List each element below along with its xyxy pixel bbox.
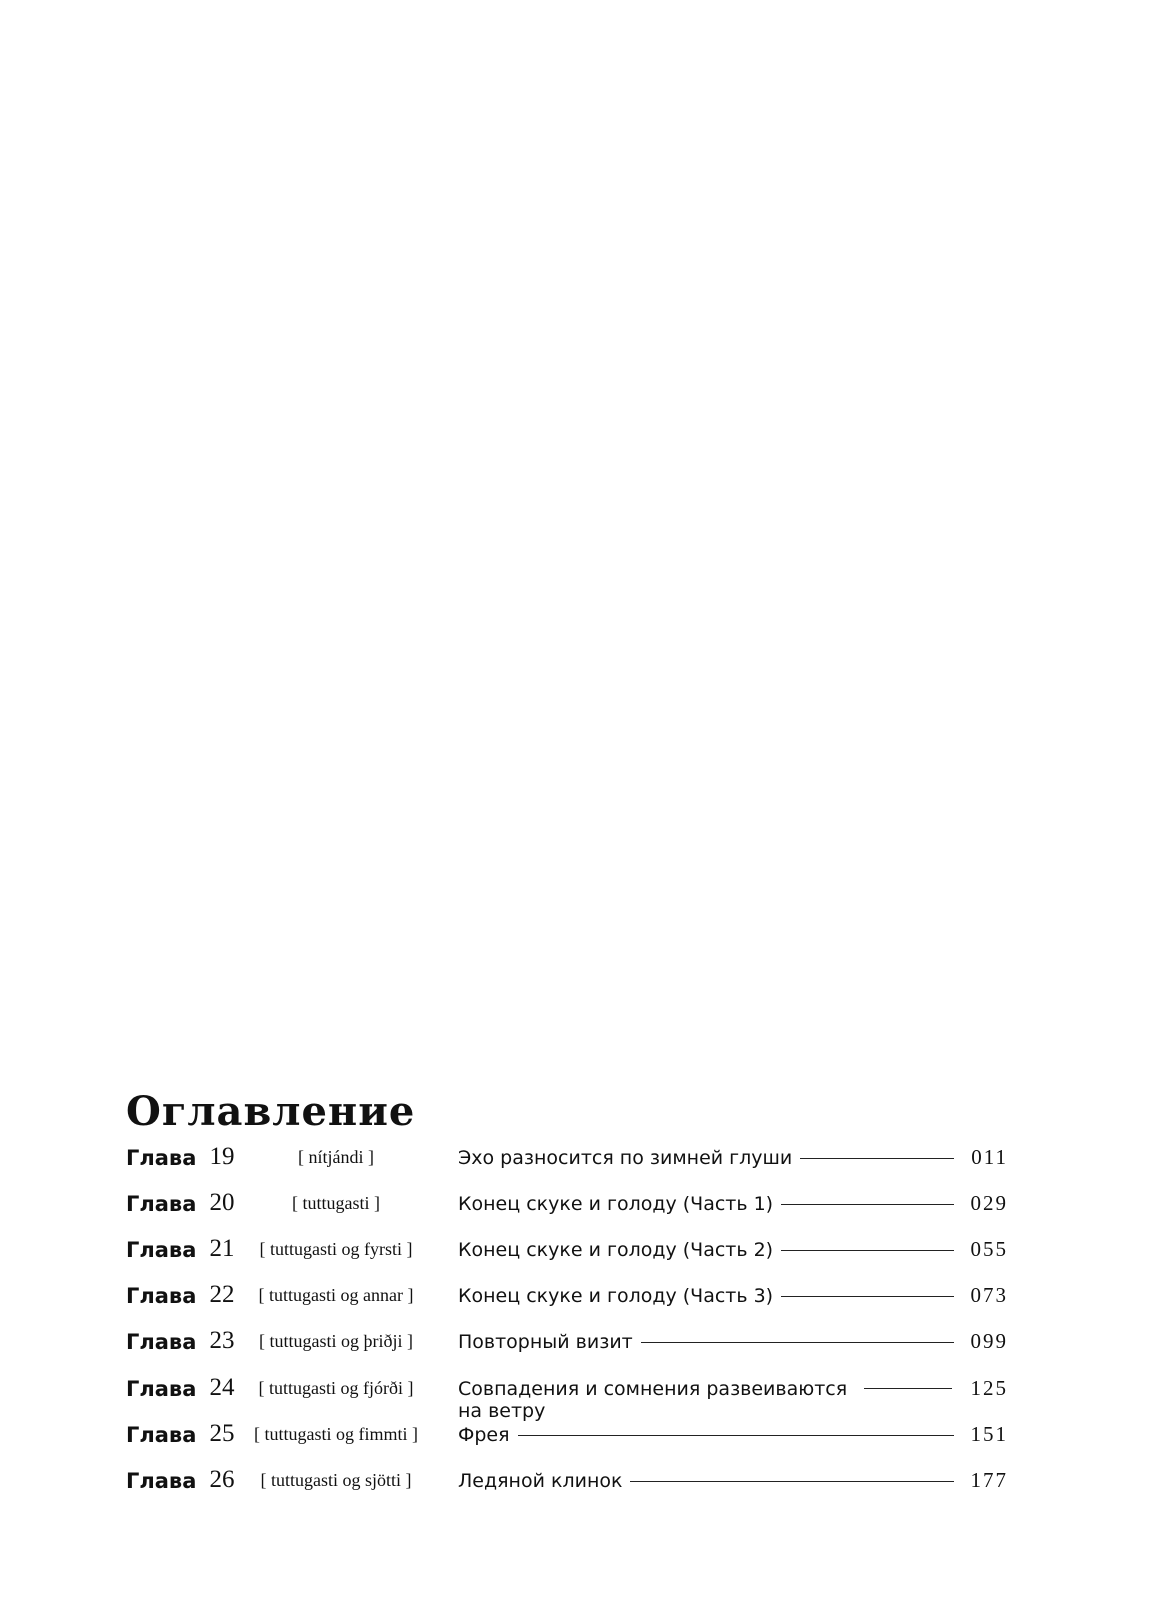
chapter-number: 25 — [209, 1420, 235, 1447]
chapter-title — [458, 1147, 954, 1169]
leader-line — [781, 1250, 954, 1251]
leader-line — [781, 1204, 954, 1205]
page-number: 177 — [970, 1468, 1008, 1492]
chapter-title-text: Ледяной клинок — [458, 1470, 623, 1492]
page-number: 055 — [970, 1237, 1008, 1261]
chapter-subtitle: [ tuttugasti og fimmti ] — [254, 1424, 418, 1444]
chapter-title-text: Совпадения и сомнения развеиваются на ветру — [458, 1378, 848, 1422]
chapter-number: 26 — [209, 1466, 235, 1493]
leader-line — [864, 1388, 952, 1389]
chapter-title-text: Конец скуке и голоду (Часть 2) — [458, 1239, 774, 1261]
chapter-subtitle: [ tuttugasti og fjórði ] — [258, 1378, 414, 1398]
page-number: 125 — [970, 1376, 1008, 1400]
toc-row[interactable] — [126, 1468, 1026, 1508]
leader-line — [641, 1342, 954, 1343]
chapter-subtitle: [ tuttugasti ] — [292, 1193, 380, 1213]
toc-row[interactable] — [126, 1237, 1026, 1277]
toc-title: Оглавление — [126, 1088, 416, 1135]
page-number: 073 — [970, 1283, 1008, 1307]
toc-row[interactable] — [126, 1329, 1026, 1369]
chapter-title — [458, 1331, 954, 1353]
chapter-title-text: Эхо разносится по зимней глуши — [458, 1147, 793, 1169]
page-number: 011 — [971, 1145, 1008, 1169]
page-number: 099 — [970, 1329, 1008, 1353]
leader-line — [800, 1158, 954, 1159]
chapter-word: Глава — [126, 1284, 197, 1308]
page-number: 029 — [970, 1191, 1008, 1215]
chapter-subtitle: [ tuttugasti og fyrsti ] — [259, 1239, 413, 1259]
toc-row[interactable] — [126, 1283, 1026, 1323]
chapter-title-text: Конец скуке и голоду (Часть 3) — [458, 1285, 774, 1307]
chapter-title — [458, 1239, 954, 1261]
chapter-subtitle: [ tuttugasti og sjötti ] — [260, 1470, 412, 1490]
toc-row[interactable] — [126, 1422, 1026, 1462]
leader-line — [630, 1481, 954, 1482]
chapter-title — [458, 1470, 954, 1492]
page-number: 151 — [970, 1422, 1008, 1446]
chapter-title — [458, 1193, 954, 1215]
chapter-word: Глава — [126, 1423, 197, 1447]
chapter-title-text: Повторный визит — [458, 1331, 633, 1353]
chapter-title — [458, 1285, 954, 1307]
chapter-number: 21 — [209, 1235, 235, 1262]
chapter-number: 23 — [209, 1327, 235, 1354]
chapter-word: Глава — [126, 1330, 197, 1354]
chapter-subtitle: [ tuttugasti og þriðji ] — [259, 1331, 413, 1351]
chapter-word: Глава — [126, 1238, 197, 1262]
chapter-word: Глава — [126, 1192, 197, 1216]
chapter-title — [458, 1378, 868, 1422]
chapter-word: Глава — [126, 1146, 197, 1170]
toc-row[interactable] — [126, 1145, 1026, 1185]
chapter-subtitle: [ nítjándi ] — [298, 1147, 374, 1167]
leader-line — [781, 1296, 954, 1297]
leader-line — [518, 1435, 954, 1436]
chapter-subtitle: [ tuttugasti og annar ] — [258, 1285, 414, 1305]
chapter-number: 24 — [209, 1374, 235, 1401]
chapter-number: 22 — [209, 1281, 235, 1308]
chapter-title-text: Фрея — [458, 1424, 510, 1446]
chapter-title-text: Конец скуке и голоду (Часть 1) — [458, 1193, 774, 1215]
toc-row[interactable] — [126, 1374, 1026, 1422]
chapter-number: 19 — [209, 1143, 235, 1170]
chapter-number: 20 — [209, 1189, 235, 1216]
chapter-word: Глава — [126, 1469, 197, 1493]
chapter-title — [458, 1424, 954, 1446]
chapter-word: Глава — [126, 1377, 197, 1401]
toc-row[interactable] — [126, 1191, 1026, 1231]
